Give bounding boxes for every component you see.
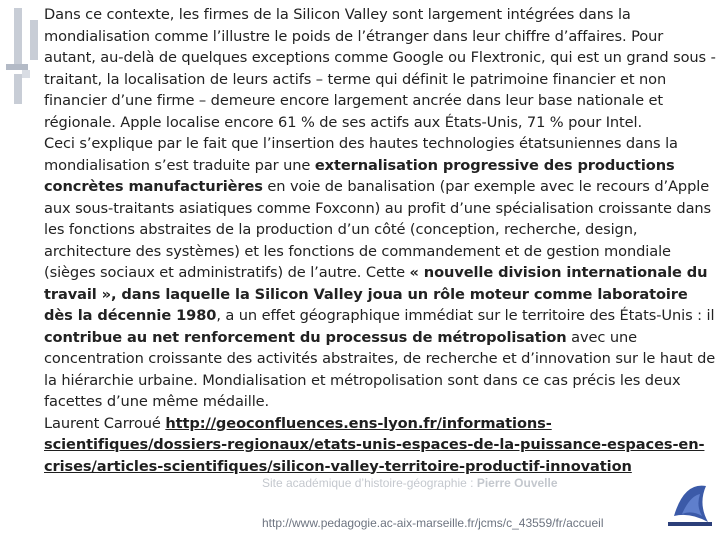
bold-text-run: contribue au net renforcement du processus de métropolisation	[44, 328, 567, 346]
footer-label-text: Site académique d’histoire-géographie :	[262, 476, 477, 490]
bold-text-run: « nouvelle division internationale du travail », dans laquelle la Silicon Valley joua un rôle moteur comme laboratoire dès la décennie 1980	[44, 264, 708, 324]
decorative-bar	[30, 20, 38, 60]
slide-body	[44, 4, 716, 477]
decorative-bar	[14, 8, 22, 66]
bold-text-run: externalisation progressive des productions concrètes manufacturières	[44, 156, 675, 195]
decorative-bar	[14, 74, 22, 104]
text-run: avec une concentration croissante des activités abstraites, de recherche et d’innovation sur le haut de la hiérarchie urbaine. Mondialisation et métropolisation sont dans ce cas précis les deux facettes d’une même médaille.	[44, 328, 716, 410]
academy-logo	[668, 476, 712, 528]
text-run: en voie de banalisation (par exemple avec le recours d’Apple aux sous-traitants asiatiques comme Foxconn) au profit d’une spécialisation croissante dans les fonctions abstraites de la production d’un côté (conception, recherche, design, architecture des systèmes) et les fonctions de commandement et de gestion mondiale (sièges sociaux et administratifs) de l’autre. Cette	[44, 178, 712, 281]
text-run: , a un effet géographique immédiat sur le territoire des États-Unis : il	[216, 307, 715, 324]
decorative-bar	[22, 70, 30, 78]
citation-author: Laurent Carroué	[44, 414, 166, 432]
citation-link[interactable]: http://geoconfluences.ens-lyon.fr/informations-scientifiques/dossiers-regionaux/etats-unis-espaces-de-la-puissance-espaces-en-crises/articles-scientifiques/silicon-valley-territoire-productif-innovation	[44, 414, 705, 475]
footer-site-label	[262, 476, 558, 490]
footer-author: Pierre Ouvelle	[476, 476, 558, 490]
text-run: Ceci s’explique par le fait que l’insertion des hautes technologies étatsuniennes dans la mondialisation s’est traduite par une	[44, 135, 678, 174]
citation	[44, 413, 716, 478]
paragraph-intro: Dans ce contexte, les firmes de la Silicon Valley sont largement intégrées dans la mondialisation comme l’illustre le poids de l’étranger dans leur chiffre d’affaires. Pour autant, au-delà de quelques exceptions comme Google ou Flextronic, qui est un grand sous -traitant, la localisation de leurs actifs – terme qui définit le patrimoine financier et non financier d’une firme – demeure encore largement ancrée dans leur base nationale et régionale. Apple localise encore 61 % de ses actifs aux États-Unis, 71 % pour Intel.	[44, 6, 716, 131]
paragraph-explanation	[44, 133, 716, 413]
footer-url[interactable]: http://www.pedagogie.ac-aix-marseille.fr/jcms/c_43559/fr/accueil	[262, 516, 604, 530]
